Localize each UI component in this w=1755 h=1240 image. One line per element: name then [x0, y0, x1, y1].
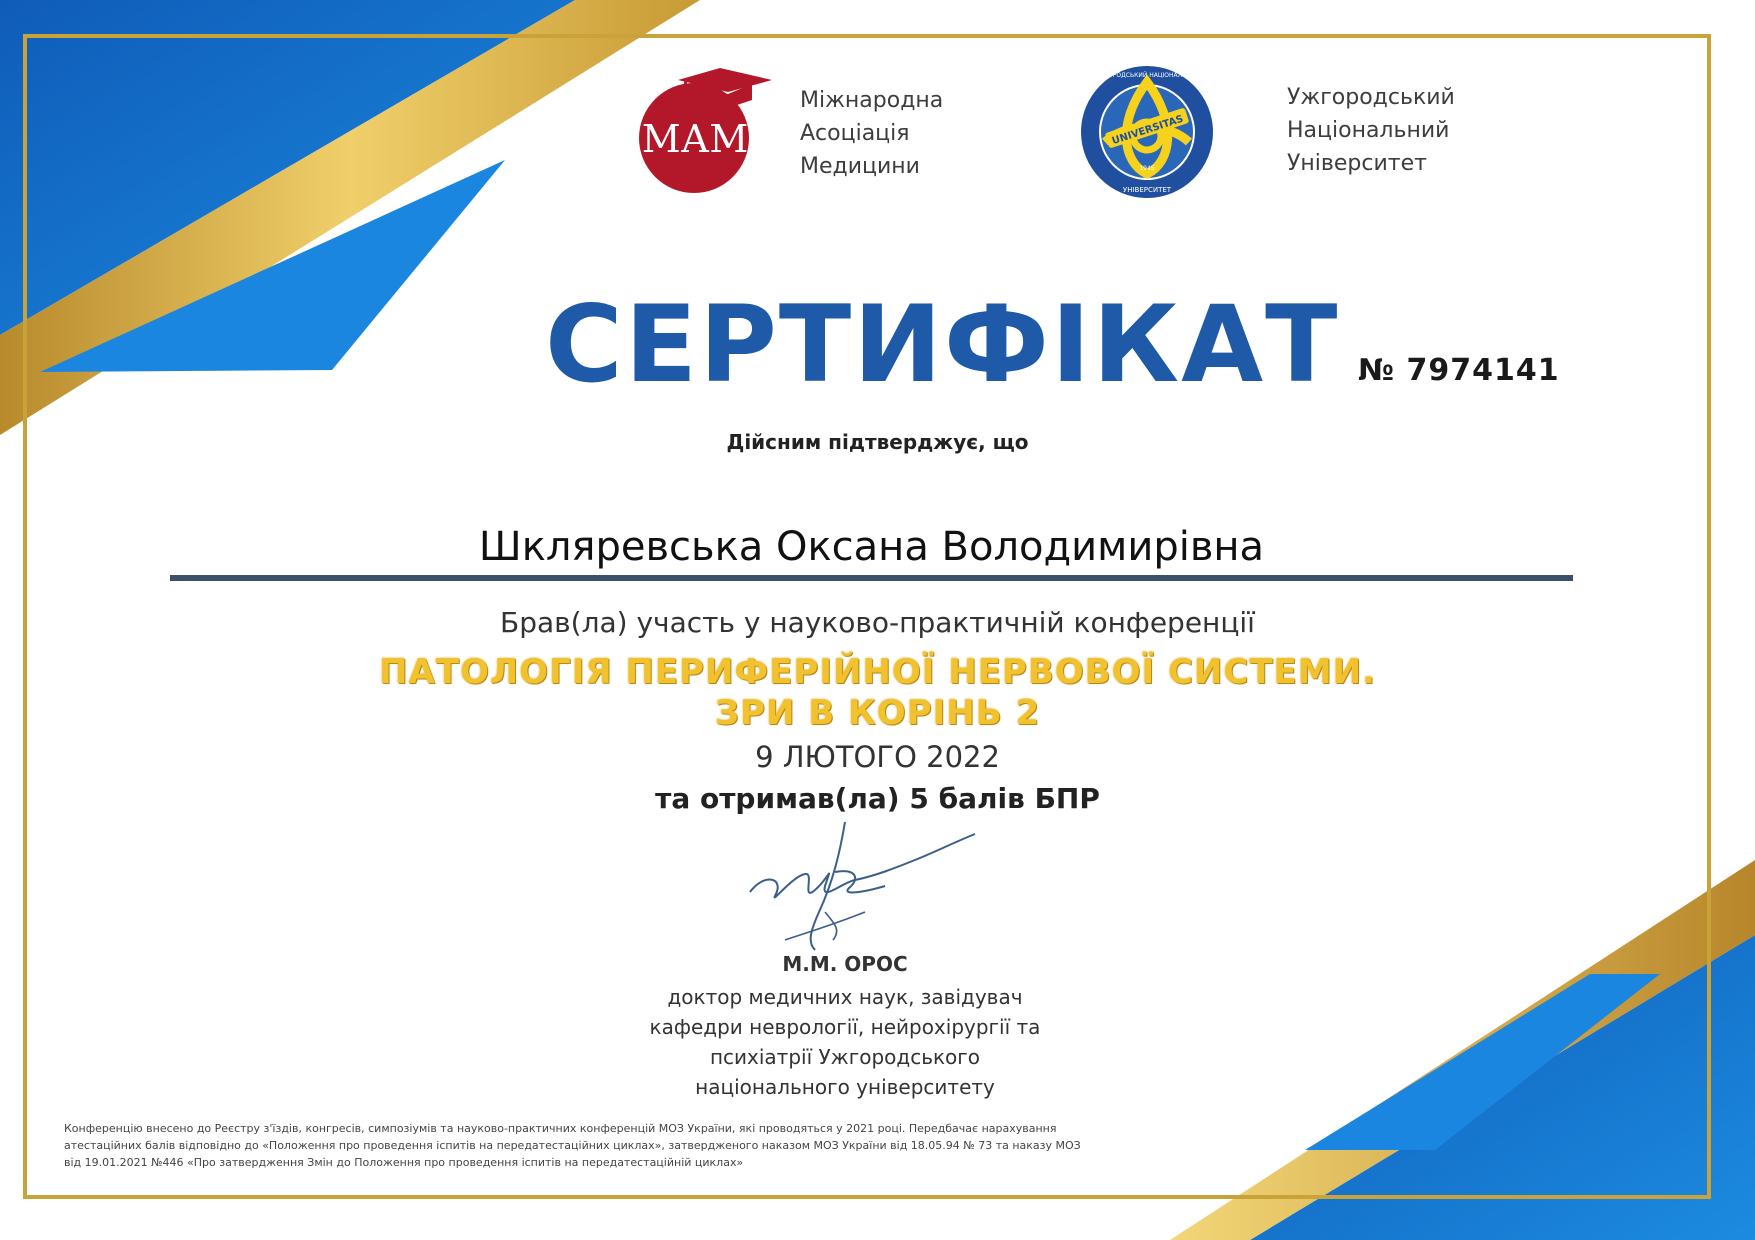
seal-outer-text: УЖГОРОДСЬКИЙ НАЦІОНАЛЬНИЙ: [1094, 72, 1200, 79]
signatory-title-line: кафедри неврології, нейрохірургії та: [649, 1015, 1041, 1039]
org-line: Національний: [1287, 118, 1450, 143]
footnote-line: Конференцію внесено до Реєстру з'їздів, конгресів, симпозіумів та науково-практичних конференцій МОЗ України, які проводяться у 2021 році. Передбачає нарахування: [64, 1122, 1057, 1135]
handwritten-signature: [745, 812, 985, 962]
certificate-number: № 7974141: [1358, 353, 1560, 388]
conference-title-line-2: ЗРИ В КОРІНЬ 2: [714, 693, 1041, 733]
points-awarded: та отримав(ла) 5 балів БПР: [655, 782, 1100, 815]
org-line: Медицини: [800, 154, 920, 179]
org-line: Асоціація: [800, 121, 910, 146]
seal-bottom-text: УНІВЕРСИТЕТ: [1122, 186, 1172, 194]
signatory-name: М.М. ОРОС: [782, 952, 908, 976]
signatory-title-line: національного університету: [695, 1075, 995, 1099]
signatory-title: [0, 982, 1690, 1102]
org-line: Університет: [1287, 151, 1427, 176]
org-name-uzhnu: [1287, 81, 1455, 180]
footnote-line: від 19.01.2021 №446 «Про затвердження Змін до Положення про проведення іспитів на передатестаційній циклах»: [64, 1156, 744, 1169]
conference-date: 9 ЛЮТОГО 2022: [755, 740, 1000, 774]
mam-logo: [638, 66, 776, 194]
org-line: Ужгородський: [1287, 85, 1455, 110]
org-name-mam: [800, 84, 943, 183]
signatory-title-line: доктор медичних наук, завідувач: [667, 985, 1023, 1009]
participation-text: Брав(ла) участь у науково-практичній конференції: [500, 606, 1255, 639]
seal-year: 1945: [1139, 165, 1155, 172]
recipient-name: Шкляревська Оксана Володимирівна: [478, 524, 1265, 570]
org-line: Міжнародна: [800, 88, 944, 113]
conference-title-line-1: ПАТОЛОГІЯ ПЕРИФЕРІЙНОЇ НЕРВОВОЇ СИСТЕМИ.: [379, 652, 1376, 692]
mam-logo-text: МАМ: [641, 117, 749, 161]
footnote-line: атестаційних балів відповідно до «Положення про проведення іспитів на передатестаційних циклах», затвердженого наказом МОЗ України від 18.05.94 № 73 та наказу МОЗ: [64, 1139, 1081, 1152]
signatory-title-line: психіатрії Ужгородського: [709, 1045, 981, 1069]
certificate-title: СЕРТИФІКАТ: [545, 283, 1340, 406]
name-underline: [170, 575, 1573, 581]
uzhnu-seal-logo: [1077, 62, 1217, 202]
confirm-text: Дійсним підтверджує, що: [726, 430, 1029, 454]
seal-band-text: UNIVERSITAS: [1110, 113, 1185, 148]
legal-footnote: [64, 1120, 1264, 1171]
